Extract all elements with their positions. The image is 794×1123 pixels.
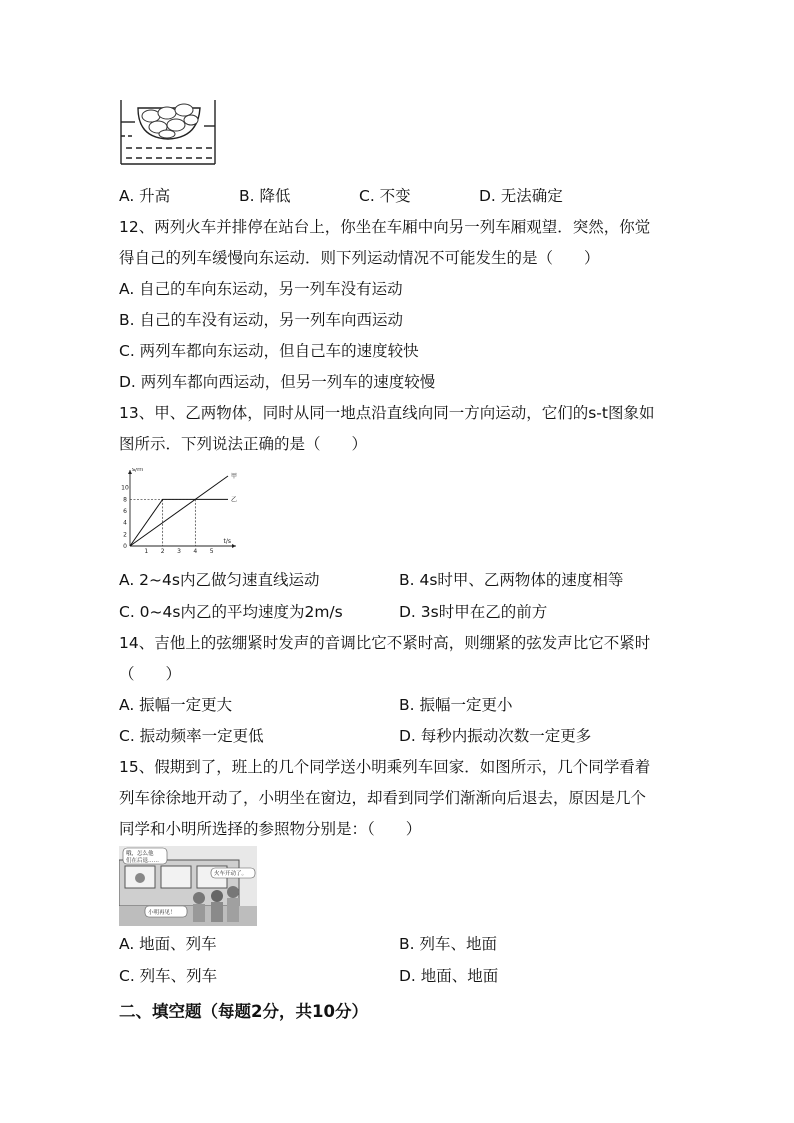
q14-stem-line-2: （ ）	[119, 665, 182, 683]
q12-option-c: C. 两列车都向东运动，但自己车的速度较快	[119, 342, 419, 360]
series-label-yi: 乙	[231, 496, 238, 504]
x-tick-label-2: 2	[160, 548, 165, 555]
q14-option-b: B. 振幅一定更小	[399, 696, 513, 714]
series-line-yi	[130, 499, 228, 546]
origin-label: 0	[123, 543, 127, 550]
q12-stem-line-1: 12、两列火车并排停在站台上，你坐在车厢中向另一列车厢观望．突然，你觉	[119, 218, 651, 236]
q15-stem-line-3: 同学和小明所选择的参照物分别是：（ ）	[119, 820, 422, 838]
x-tick-label-5: 5	[209, 548, 214, 555]
q13-stem-line-1: 13、甲、乙两物体，同时从同一地点沿直线向同一方向运动，它们的s-t图象如	[119, 404, 655, 422]
x-axis-label: t/s	[223, 538, 231, 545]
q12-option-d: D. 两列车都向西运动，但另一列车的速度较慢	[119, 373, 436, 391]
q15-bubble-right: 火车开动了。	[214, 871, 248, 877]
q15-stem-line-1: 15、假期到了，班上的几个同学送小明乘列车回家．如图所示，几个同学看着	[119, 758, 651, 776]
q14-option-a: A. 振幅一定更大	[119, 696, 233, 714]
x-tick-label-1: 1	[144, 548, 149, 555]
q15-option-a: A. 地面、列车	[119, 935, 217, 953]
q13-option-d: D. 3s时甲在乙的前方	[399, 603, 548, 621]
y-axis-label: s/m	[132, 468, 143, 473]
q11-option-c: C. 不变	[359, 187, 411, 205]
x-tick-label-3: 3	[177, 548, 181, 555]
q14-option-c: C. 振动频率一定更低	[119, 727, 264, 745]
q15-bubble-top-line1: 哦，怎么他	[126, 851, 154, 857]
series-line-jia	[130, 476, 228, 546]
q15-train-illustration	[119, 846, 257, 926]
q11-option-b: B. 降低	[239, 187, 291, 205]
y-tick-label-6: 6	[123, 508, 127, 515]
q15-bubble-bottom: 小明再见！	[148, 910, 176, 916]
q13-st-chart	[118, 468, 248, 558]
q13-stem-line-2: 图所示．下列说法正确的是（ ）	[119, 435, 368, 453]
x-tick-label-4: 4	[193, 548, 198, 555]
series-label-jia: 甲	[231, 473, 238, 480]
q12-option-a: A. 自己的车向东运动，另一列车没有运动	[119, 280, 403, 298]
q14-option-d: D. 每秒内振动次数一定更多	[399, 727, 592, 745]
y-tick-label-4: 4	[123, 519, 127, 527]
y-tick-label-2: 2	[123, 531, 127, 539]
q13-option-c: C. 0~4s内乙的平均速度为2m/s	[119, 603, 343, 621]
q15-bubble-top-line2: 们在后退……	[126, 858, 160, 864]
q13-option-a: A. 2~4s内乙做匀速直线运动	[119, 571, 320, 589]
q11-option-d: D. 无法确定	[479, 187, 563, 205]
q13-option-b: B. 4s时甲、乙两物体的速度相等	[399, 571, 624, 589]
y-tick-label-8: 8	[123, 496, 127, 504]
q15-stem-line-2: 列车徐徐地开动了，小明坐在窗边，却看到同学们渐渐向后退去，原因是几个	[119, 789, 647, 807]
y-tick-label-10: 10	[121, 484, 129, 492]
x-axis-arrow	[232, 544, 236, 548]
section-2-heading: 二、填空题（每题2分，共10分）	[119, 1002, 368, 1021]
q11-option-a: A. 升高	[119, 187, 171, 205]
q15-option-b: B. 列车、地面	[399, 935, 497, 953]
q12-stem-line-2: 得自己的列车缓慢向东运动．则下列运动情况不可能发生的是（ ）	[119, 249, 600, 267]
q12-option-b: B. 自己的车没有运动，另一列车向西运动	[119, 311, 403, 329]
q14-stem-line-1: 14、吉他上的弦绷紧时发声的音调比它不紧时高，则绷紧的弦发声比它不紧时	[119, 634, 651, 652]
q11-basket-figure	[118, 96, 218, 166]
q15-option-d: D. 地面、地面	[399, 967, 499, 985]
q15-option-c: C. 列车、列车	[119, 967, 218, 985]
